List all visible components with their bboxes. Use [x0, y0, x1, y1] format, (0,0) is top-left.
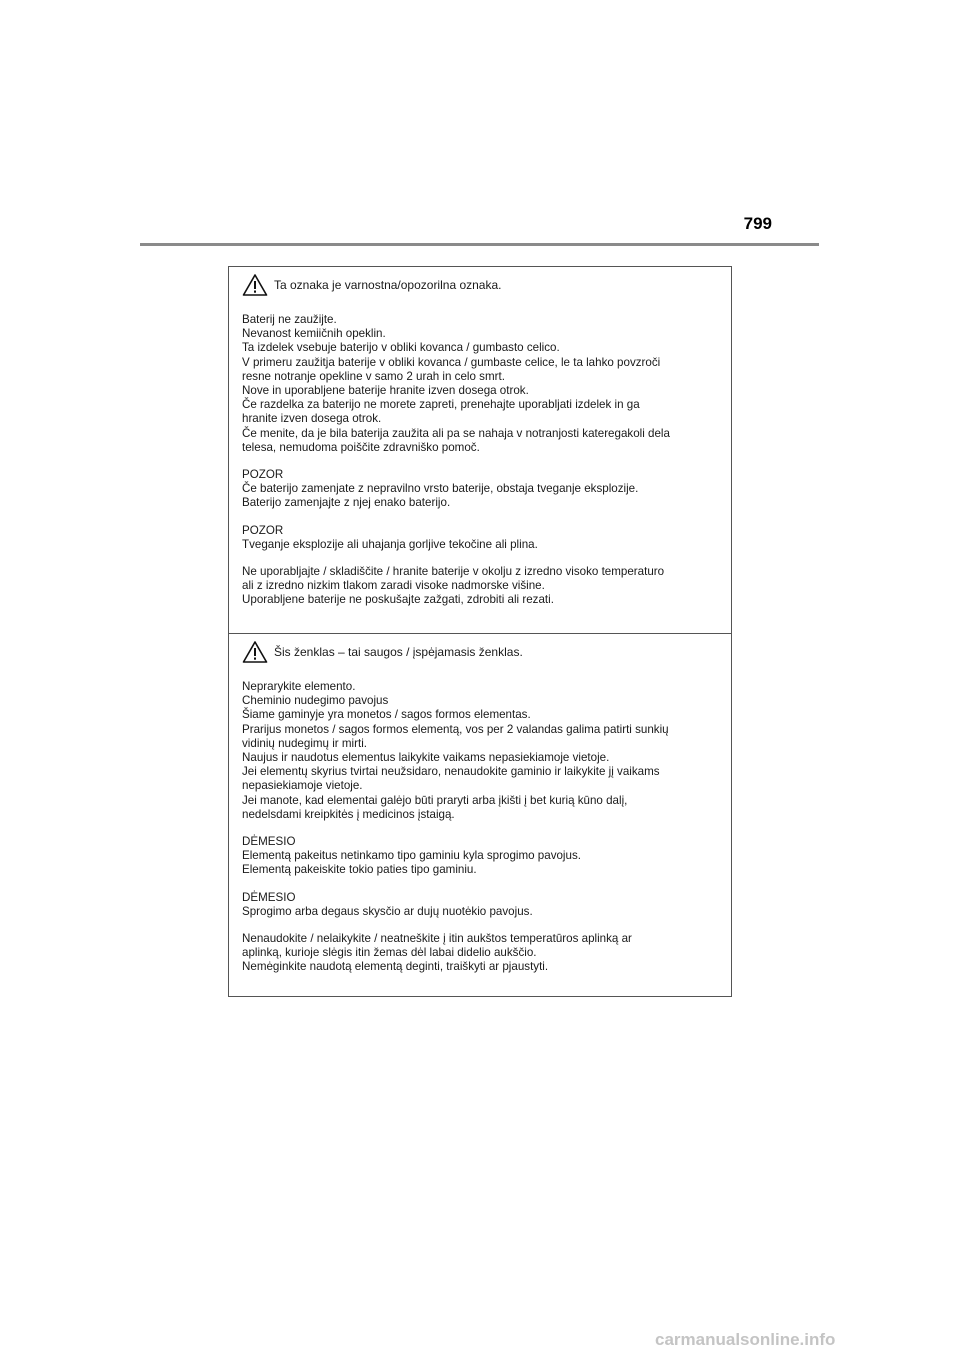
- battery-warning-notice: [228, 266, 732, 997]
- text-line: Sprogimo arba degaus skysčio ar dujų nuotėkio pavojus.: [242, 904, 533, 918]
- text-line: Baterijo zamenjajte z njej enako baterijo.: [242, 496, 451, 510]
- text-block: [242, 468, 723, 511]
- text-line: DĖMESIO: [242, 890, 296, 904]
- text-line: POZOR: [242, 523, 284, 537]
- text-line: ali z izredno nizkim tlakom zaradi visoke nadmorske višine.: [242, 579, 545, 593]
- text-line: aplinką, kurioje slėgis itin žemas dėl labai didelio aukščio.: [242, 946, 537, 960]
- text-line: Uporabljene baterije ne poskušajte zažgati, zdrobiti ali rezati.: [242, 593, 554, 607]
- text-line: Prarijus monetos / sagos formos elementą, vos per 2 valandas galima patirti sunkių: [242, 722, 669, 736]
- warning-triangle-icon: [242, 273, 268, 297]
- text-block: [242, 565, 723, 608]
- text-line: Baterij ne zaužijte.: [242, 313, 337, 326]
- text-line: Nenaudokite / nelaikykite / neatneškite į itin aukštos temperatūros aplinką ar: [242, 932, 632, 946]
- text-line: Jei elementų skyrius tvirtai neužsidaro, nenaudokite gaminio ir laikykite jį vaikams: [242, 765, 660, 779]
- text-block: [242, 524, 723, 552]
- warning-triangle-icon: [242, 640, 268, 664]
- text-line: POZOR: [242, 468, 284, 482]
- section-slovenian: [229, 267, 731, 633]
- text-line: Tveganje eksplozije ali uhajanja gorljive tekočine ali plina.: [242, 537, 538, 551]
- text-block: [242, 313, 723, 455]
- text-line: resne notranje opekline v samo 2 urah in celo smrt.: [242, 369, 505, 383]
- text-block: [242, 835, 723, 878]
- text-line: Če baterijo zamenjate z nepravilno vrsto baterije, obstaja tveganje eksplozije.: [242, 482, 639, 496]
- header-rule: [140, 243, 819, 246]
- section-heading: Ta oznaka je varnostna/opozorilna oznaka.: [274, 278, 502, 292]
- text-block: [242, 891, 723, 919]
- text-line: Šiame gaminyje yra monetos / sagos formos elementas.: [242, 708, 531, 722]
- text-line: hranite izven dosega otrok.: [242, 412, 382, 426]
- text-line: Nevanost kemiičnih opeklin.: [242, 327, 386, 341]
- text-line: Ta izdelek vsebuje baterijo v obliki kovanca / gumbasto celico.: [242, 341, 560, 355]
- text-line: V primeru zaužitja baterije v obliki kovanca / gumbaste celice, le ta lahko povzroči: [242, 355, 661, 369]
- text-line: Če menite, da je bila baterija zaužita ali pa se nahaja v notranjosti kateregakoli dela: [242, 426, 670, 440]
- section-heading: Šis ženklas – tai saugos / įspėjamasis ženklas.: [274, 645, 523, 659]
- text-line: Elementą pakeitus netinkamo tipo gaminiu kyla sprogimo pavojus.: [242, 849, 581, 863]
- text-line: Elementą pakeiskite tokio paties tipo gaminiu.: [242, 863, 477, 877]
- page-number: 799: [743, 214, 772, 233]
- text-line: nedelsdami kreipkitės į medicinos įstaigą.: [242, 807, 455, 821]
- text-line: Če razdelka za baterijo ne morete zapreti, prenehajte uporabljati izdelek in ga: [242, 398, 640, 412]
- watermark: carmanualsonline.info: [655, 1330, 836, 1349]
- text-line: Ne uporabljajte / skladiščite / hranite baterije v okolju z izredno visoko temperaturo: [242, 565, 665, 579]
- text-line: vidinių nudegimų ir mirti.: [242, 736, 368, 750]
- text-line: DĖMESIO: [242, 835, 296, 849]
- text-line: Cheminio nudegimo pavojus: [242, 694, 389, 708]
- section-heading-row: [242, 270, 723, 300]
- text-line: Nemėginkite naudotą elementą deginti, traiškyti ar pjaustyti.: [242, 960, 549, 974]
- text-line: Nove in uporabljene baterije hranite izven dosega otrok.: [242, 384, 529, 398]
- text-line: Naujus ir naudotus elementus laikykite vaikams nepasiekiamoje vietoje.: [242, 751, 610, 765]
- text-line: Neprarykite elemento.: [242, 680, 356, 693]
- text-block: [242, 932, 723, 975]
- text-line: telesa, nemudoma poiščite zdravniško pomoč.: [242, 440, 480, 454]
- text-line: Jei manote, kad elementai galėjo būti praryti arba įkišti į bet kurią kūno dalį,: [242, 793, 628, 807]
- text-block: [242, 680, 723, 822]
- text-line: nepasiekiamoje vietoje.: [242, 779, 363, 793]
- section-lithuanian: [229, 633, 731, 996]
- section-heading-row: [242, 637, 723, 667]
